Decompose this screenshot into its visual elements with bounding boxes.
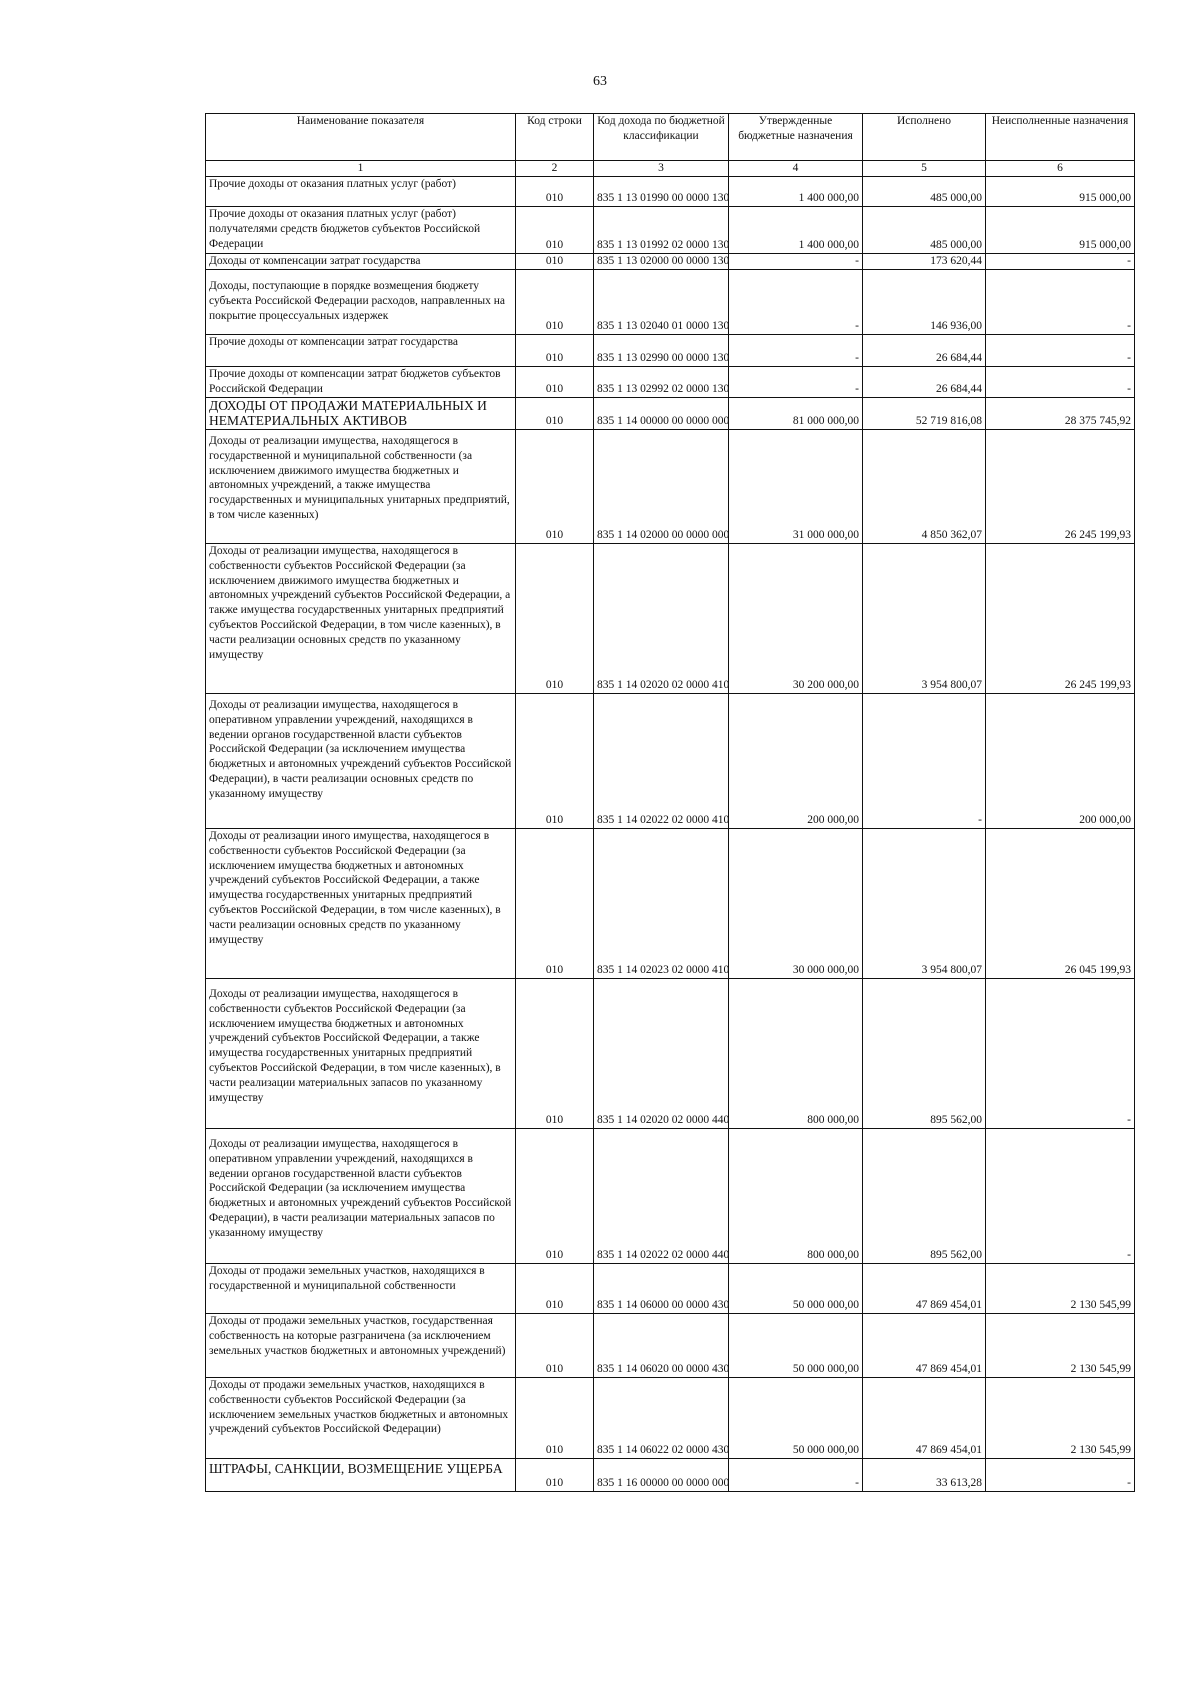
table-row: [206, 270, 1135, 335]
row-unexecuted: -: [986, 270, 1135, 335]
row-executed: 33 613,28: [863, 1459, 986, 1492]
row-approved: 50 000 000,00: [729, 1378, 863, 1459]
header-cell: Код дохода по бюджетной классификации: [594, 114, 729, 161]
row-executed: 47 869 454,01: [863, 1264, 986, 1314]
table-row: [206, 1378, 1135, 1459]
row-executed: 895 562,00: [863, 979, 986, 1129]
table-row: [206, 1129, 1135, 1264]
row-executed: 485 000,00: [863, 177, 986, 207]
row-unexecuted: -: [986, 1459, 1135, 1492]
row-name: Прочие доходы от компенсации затрат государства: [206, 335, 516, 367]
row-name: Доходы от реализации имущества, находящегося в собственности субъектов Российской Федерации (за исключением движимого имущества бюджетных и автономных учреждений субъектов Российской Федерации, а также имущества государственных унитарных предприятий субъектов Российской Федерации, в том числе казенных), в части реализации основных средств по указанному имуществу: [206, 544, 516, 694]
row-approved: -: [729, 335, 863, 367]
row-approved: 81 000 000,00: [729, 398, 863, 430]
header-cell: Неисполненные назначения: [986, 114, 1135, 161]
row-approved: 31 000 000,00: [729, 430, 863, 544]
row-kbk: 835 1 16 00000 00 0000 000: [594, 1459, 729, 1492]
row-code: 010: [516, 207, 594, 254]
table-row: [206, 829, 1135, 979]
row-approved: -: [729, 270, 863, 335]
row-executed: 4 850 362,07: [863, 430, 986, 544]
row-approved: 1 400 000,00: [729, 177, 863, 207]
row-executed: 146 936,00: [863, 270, 986, 335]
row-approved: -: [729, 1459, 863, 1492]
row-approved: 50 000 000,00: [729, 1264, 863, 1314]
row-code: 010: [516, 694, 594, 829]
row-kbk: 835 1 13 02992 02 0000 130: [594, 367, 729, 398]
row-kbk: 835 1 13 02000 00 0000 130: [594, 254, 729, 270]
row-code: 010: [516, 430, 594, 544]
row-kbk: 835 1 13 02040 01 0000 130: [594, 270, 729, 335]
row-approved: 1 400 000,00: [729, 207, 863, 254]
row-name: Доходы от продажи земельных участков, находящихся в собственности субъектов Российской Федерации (за исключением земельных участков бюджетных и автономных учреждений субъектов Российской Федерации): [206, 1378, 516, 1459]
column-number: 1: [206, 161, 516, 177]
row-kbk: 835 1 14 02022 02 0000 410: [594, 694, 729, 829]
header-cell: Код строки: [516, 114, 594, 161]
header-cell: Исполнено: [863, 114, 986, 161]
row-executed: 3 954 800,07: [863, 544, 986, 694]
table-row: [206, 544, 1135, 694]
row-executed: -: [863, 694, 986, 829]
row-kbk: 835 1 13 02990 00 0000 130: [594, 335, 729, 367]
page-number: 63: [593, 74, 607, 89]
row-kbk: 835 1 14 06020 00 0000 430: [594, 1314, 729, 1378]
row-name: Доходы от реализации имущества, находящегося в собственности субъектов Российской Федерации (за исключением имущества бюджетных и автономных учреждений субъектов Российской Федерации, а также имущества государственных унитарных предприятий субъектов Российской Федерации, в том числе казенных), в части реализации материальных запасов по указанному имуществу: [206, 979, 516, 1129]
row-unexecuted: 2 130 545,99: [986, 1314, 1135, 1378]
row-name: Доходы от реализации имущества, находящегося в оперативном управлении учреждений, находящихся в ведении органов государственной власти субъектов Российской Федерации (за исключением имущества бюджетных и автономных учреждений субъектов Российской Федерации), в части реализации основных средств по указанному имуществу: [206, 694, 516, 829]
row-unexecuted: -: [986, 254, 1135, 270]
row-kbk: 835 1 14 02023 02 0000 410: [594, 829, 729, 979]
row-name: Доходы, поступающие в порядке возмещения бюджету субъекта Российской Федерации расходов, направленных на покрытие процессуальных издержек: [206, 270, 516, 335]
header-cell: Утвержденные бюджетные назначения: [729, 114, 863, 161]
row-unexecuted: 200 000,00: [986, 694, 1135, 829]
row-approved: -: [729, 367, 863, 398]
row-approved: 30 200 000,00: [729, 544, 863, 694]
table-row: [206, 177, 1135, 207]
header-row: [206, 114, 1135, 161]
row-kbk: 835 1 14 00000 00 0000 000: [594, 398, 729, 430]
row-kbk: 835 1 14 06000 00 0000 430: [594, 1264, 729, 1314]
table-row: [206, 1264, 1135, 1314]
row-executed: 47 869 454,01: [863, 1314, 986, 1378]
row-kbk: 835 1 14 06022 02 0000 430: [594, 1378, 729, 1459]
row-code: 010: [516, 367, 594, 398]
row-code: 010: [516, 335, 594, 367]
row-executed: 173 620,44: [863, 254, 986, 270]
row-executed: 485 000,00: [863, 207, 986, 254]
row-code: 010: [516, 544, 594, 694]
row-unexecuted: 915 000,00: [986, 207, 1135, 254]
column-number: 6: [986, 161, 1135, 177]
row-code: 010: [516, 398, 594, 430]
column-number: 5: [863, 161, 986, 177]
row-code: 010: [516, 270, 594, 335]
row-name: Доходы от реализации имущества, находящегося в государственной и муниципальной собственности (за исключением движимого имущества бюджетных и автономных учреждений, а также имущества государственных и муниципальных унитарных предприятий, в том числе казенных): [206, 430, 516, 544]
row-name: ШТРАФЫ, САНКЦИИ, ВОЗМЕЩЕНИЕ УЩЕРБА: [206, 1459, 516, 1492]
row-executed: 26 684,44: [863, 367, 986, 398]
table-row: [206, 979, 1135, 1129]
row-code: 010: [516, 829, 594, 979]
row-unexecuted: 2 130 545,99: [986, 1264, 1135, 1314]
row-approved: 30 000 000,00: [729, 829, 863, 979]
row-name: Доходы от реализации имущества, находящегося в оперативном управлении учреждений, находящихся в ведении органов государственной власти субъектов Российской Федерации (за исключением имущества бюджетных и автономных учреждений субъектов Российской Федерации), в части реализации материальных запасов по указанному имуществу: [206, 1129, 516, 1264]
row-executed: 895 562,00: [863, 1129, 986, 1264]
row-executed: 26 684,44: [863, 335, 986, 367]
table-row: [206, 367, 1135, 398]
row-approved: 800 000,00: [729, 979, 863, 1129]
column-number: 2: [516, 161, 594, 177]
row-code: 010: [516, 1314, 594, 1378]
column-number: 4: [729, 161, 863, 177]
row-name: ДОХОДЫ ОТ ПРОДАЖИ МАТЕРИАЛЬНЫХ И НЕМАТЕРИАЛЬНЫХ АКТИВОВ: [206, 398, 516, 430]
table-row: [206, 1459, 1135, 1492]
row-approved: 200 000,00: [729, 694, 863, 829]
row-unexecuted: 2 130 545,99: [986, 1378, 1135, 1459]
row-unexecuted: -: [986, 979, 1135, 1129]
row-name: Доходы от реализации иного имущества, находящегося в собственности субъектов Российской Федерации (за исключением имущества бюджетных и автономных учреждений субъектов Российской Федерации, а также имущества государственных унитарных предприятий субъектов Российской Федерации, в том числе казенных), в части реализации основных средств по указанному имуществу: [206, 829, 516, 979]
row-executed: 52 719 816,08: [863, 398, 986, 430]
row-name: Прочие доходы от оказания платных услуг (работ) получателями средств бюджетов субъектов Российской Федерации: [206, 207, 516, 254]
table-row: [206, 398, 1135, 430]
row-code: 010: [516, 254, 594, 270]
row-kbk: 835 1 14 02020 02 0000 440: [594, 979, 729, 1129]
row-name: Доходы от продажи земельных участков, государственная собственность на которые разграничена (за исключением земельных участков бюджетных и автономных учреждений): [206, 1314, 516, 1378]
row-kbk: 835 1 13 01990 00 0000 130: [594, 177, 729, 207]
row-unexecuted: -: [986, 335, 1135, 367]
column-number-row: [206, 161, 1135, 177]
row-name: Прочие доходы от компенсации затрат бюджетов субъектов Российской Федерации: [206, 367, 516, 398]
table-row: [206, 335, 1135, 367]
row-unexecuted: 26 245 199,93: [986, 544, 1135, 694]
row-unexecuted: 26 245 199,93: [986, 430, 1135, 544]
table-body: [206, 177, 1135, 1492]
row-code: 010: [516, 177, 594, 207]
table-row: [206, 694, 1135, 829]
row-kbk: 835 1 13 01992 02 0000 130: [594, 207, 729, 254]
table-row: [206, 1314, 1135, 1378]
header-cell: Наименование показателя: [206, 114, 516, 161]
column-number: 3: [594, 161, 729, 177]
table-row: [206, 254, 1135, 270]
row-name: Доходы от продажи земельных участков, находящихся в государственной и муниципальной собственности: [206, 1264, 516, 1314]
row-executed: 3 954 800,07: [863, 829, 986, 979]
row-approved: 800 000,00: [729, 1129, 863, 1264]
table-row: [206, 430, 1135, 544]
row-approved: -: [729, 254, 863, 270]
row-approved: 50 000 000,00: [729, 1314, 863, 1378]
row-code: 010: [516, 1378, 594, 1459]
row-kbk: 835 1 14 02000 00 0000 000: [594, 430, 729, 544]
row-name: Доходы от компенсации затрат государства: [206, 254, 516, 270]
row-executed: 47 869 454,01: [863, 1378, 986, 1459]
row-kbk: 835 1 14 02020 02 0000 410: [594, 544, 729, 694]
table-row: [206, 207, 1135, 254]
row-code: 010: [516, 1264, 594, 1314]
row-code: 010: [516, 979, 594, 1129]
row-code: 010: [516, 1459, 594, 1492]
row-unexecuted: 28 375 745,92: [986, 398, 1135, 430]
row-unexecuted: 26 045 199,93: [986, 829, 1135, 979]
row-code: 010: [516, 1129, 594, 1264]
row-name: Прочие доходы от оказания платных услуг (работ): [206, 177, 516, 207]
row-kbk: 835 1 14 02022 02 0000 440: [594, 1129, 729, 1264]
row-unexecuted: 915 000,00: [986, 177, 1135, 207]
row-unexecuted: -: [986, 1129, 1135, 1264]
row-unexecuted: -: [986, 367, 1135, 398]
revenue-report-table: [205, 113, 1135, 1492]
